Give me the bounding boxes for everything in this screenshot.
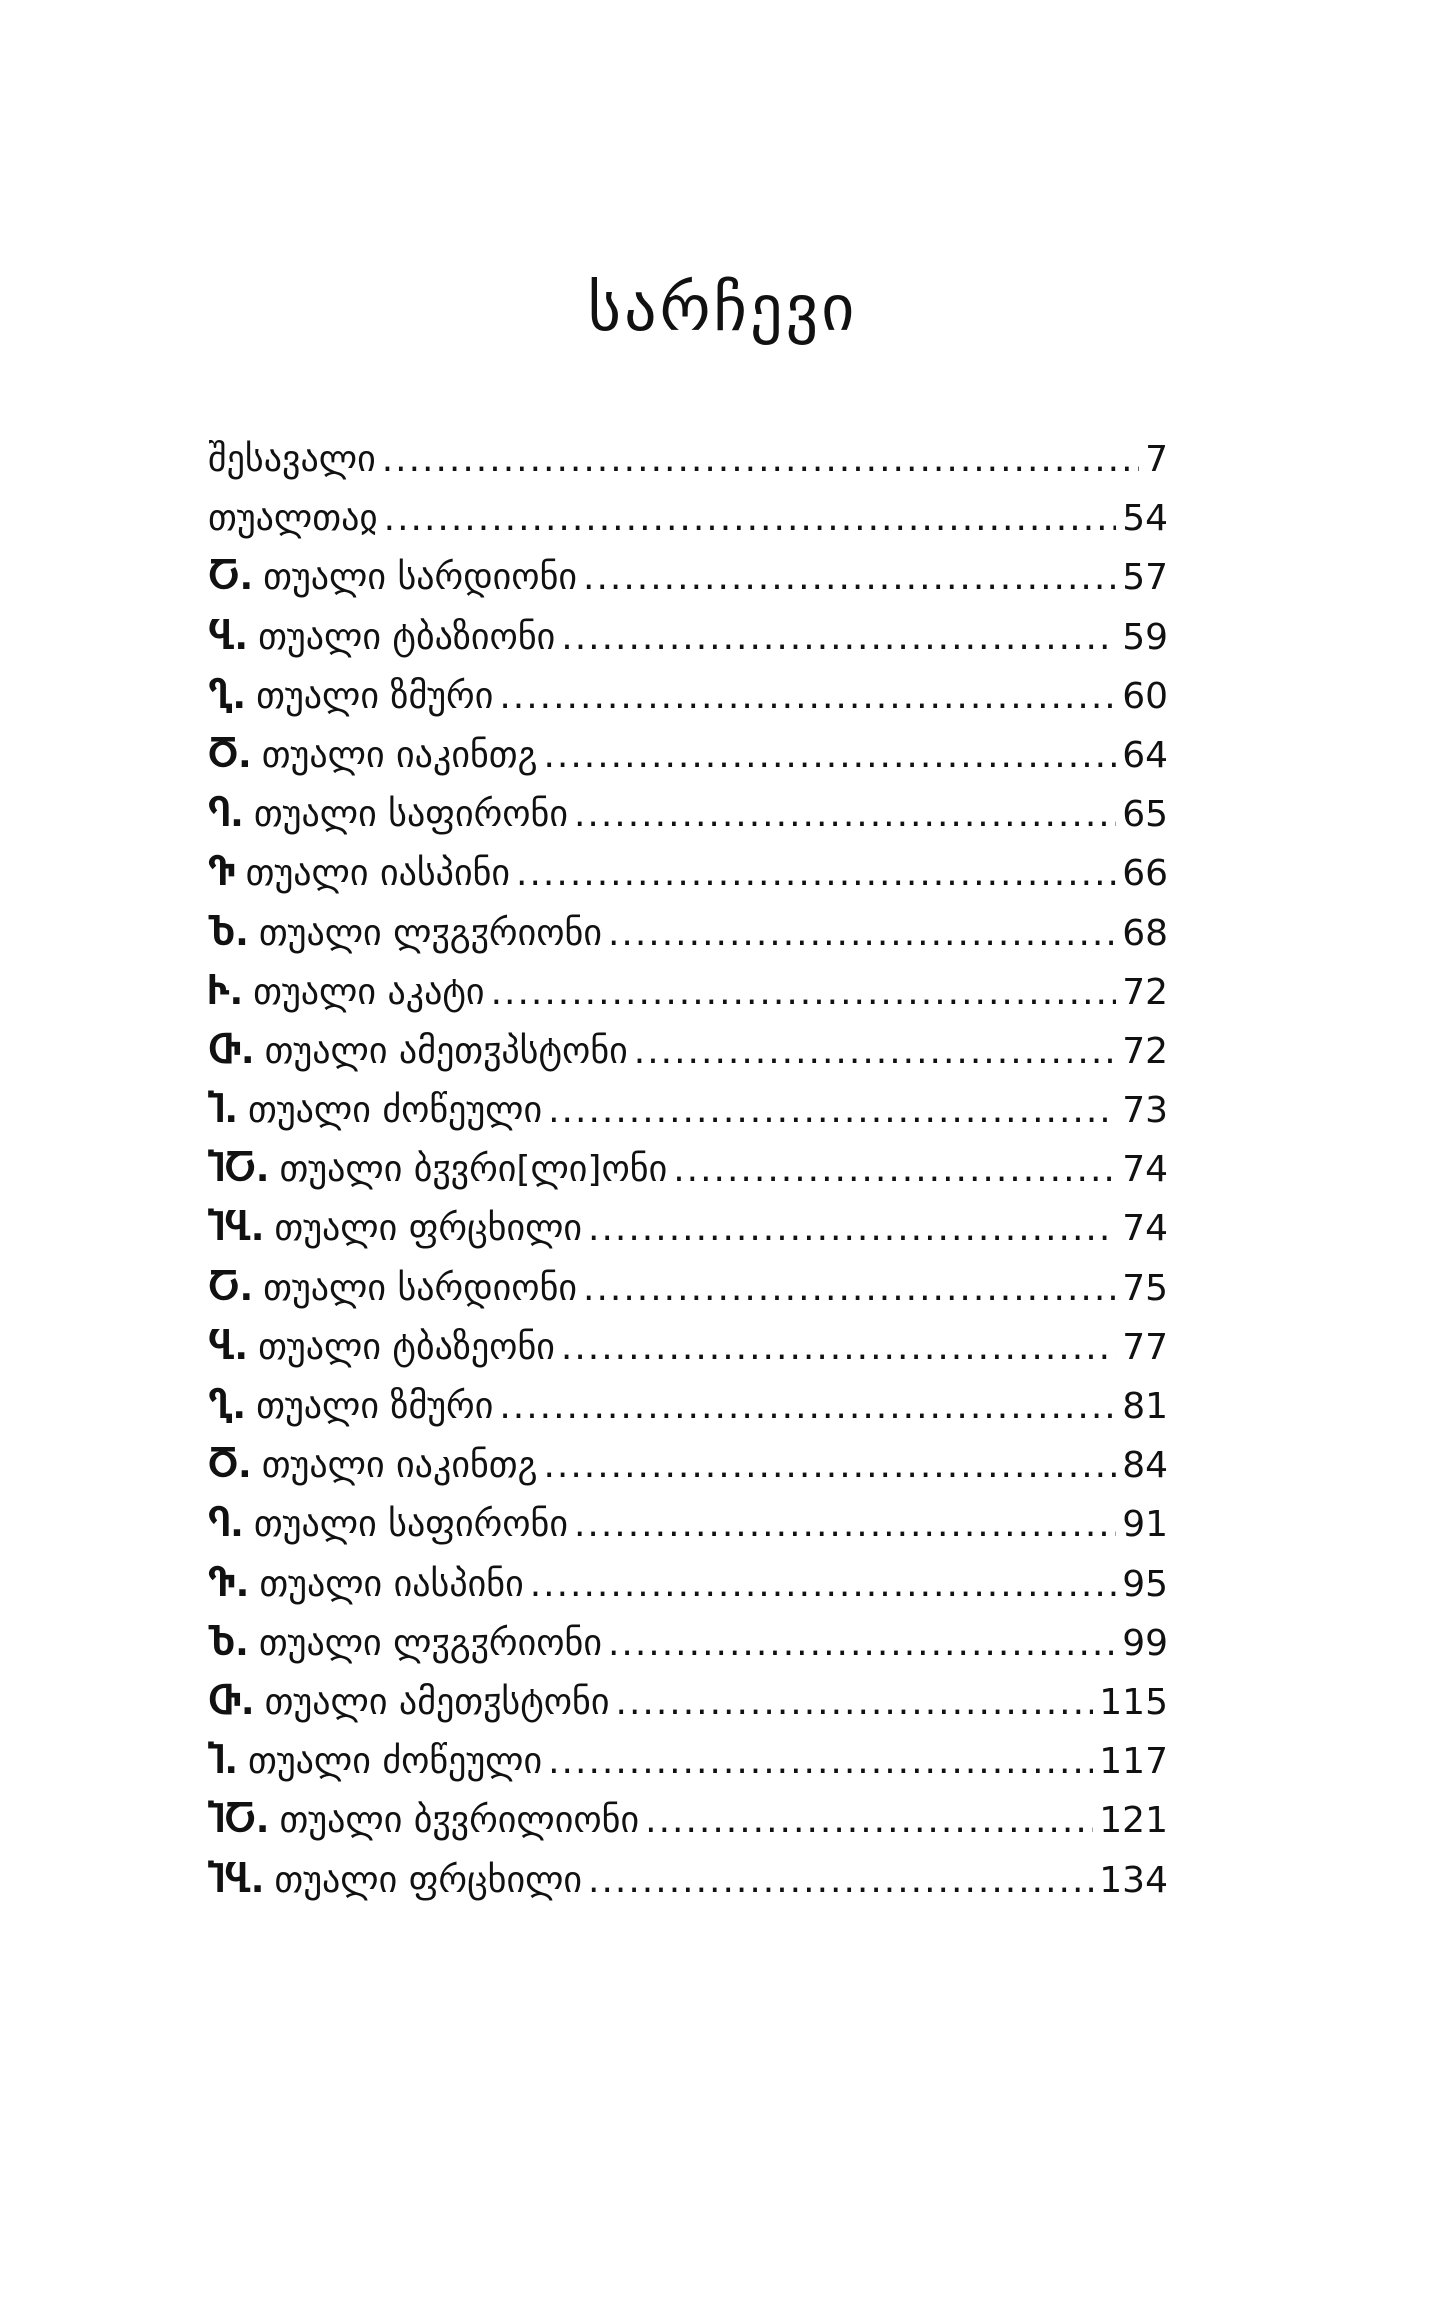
toc-entry-title: თუალი ზმური bbox=[256, 675, 494, 717]
toc-entry-page-number: 68 bbox=[1122, 912, 1168, 954]
toc-entry-page-number: 117 bbox=[1099, 1741, 1168, 1783]
toc-entry-page-number: 7 bbox=[1145, 439, 1168, 480]
toc-entry-page-number: 99 bbox=[1122, 1622, 1168, 1664]
toc-entry-number: Ⴡ. bbox=[208, 971, 244, 1013]
dot-leader bbox=[543, 1436, 1116, 1495]
toc-entry-number: Ⴁ. bbox=[208, 616, 249, 658]
toc-entry-title: თუალი იასპინი bbox=[259, 1563, 524, 1605]
toc-entry-number: Ⴆ. bbox=[208, 912, 249, 954]
toc-entry-number: Ⴀ. bbox=[208, 1267, 254, 1309]
toc-entry-number: Ⴄ. bbox=[208, 794, 244, 836]
toc-entry-title: თუალი ძოწეული bbox=[248, 1741, 543, 1783]
dot-leader bbox=[384, 489, 1117, 548]
toc-entry-number: Ⴀ. bbox=[208, 557, 254, 599]
toc-entry-title: თუალი აკატი bbox=[253, 971, 485, 1013]
dot-leader bbox=[608, 904, 1116, 963]
dot-leader bbox=[548, 1732, 1093, 1791]
toc-entry-number: Ⴆ. bbox=[208, 1622, 249, 1664]
toc-entry bbox=[208, 608, 1168, 667]
toc-entry-title: თუალი საფირონი bbox=[253, 1504, 568, 1546]
toc-entry bbox=[208, 548, 1168, 607]
toc-entry bbox=[208, 1318, 1168, 1377]
dot-leader bbox=[588, 1851, 1093, 1910]
toc-entry bbox=[208, 1199, 1168, 1258]
toc-entry-title: შესავალი bbox=[208, 439, 376, 480]
toc-entry-title: თუალი სარდიონი bbox=[263, 1267, 578, 1309]
toc-entry bbox=[208, 489, 1168, 548]
toc-entry bbox=[208, 1614, 1168, 1673]
page-title: სარჩევი bbox=[587, 271, 858, 346]
dot-leader bbox=[616, 1673, 1094, 1732]
toc-entry-title: თუალი ფრცხილი bbox=[274, 1859, 583, 1901]
toc-entry bbox=[208, 1081, 1168, 1140]
dot-leader bbox=[583, 548, 1116, 607]
toc-entry bbox=[208, 430, 1168, 489]
toc-entry-number: Ⴈ. bbox=[208, 1741, 238, 1783]
toc-entry-page-number: 73 bbox=[1122, 1090, 1168, 1132]
toc-entry bbox=[208, 1495, 1168, 1554]
toc-entry-page-number: 72 bbox=[1122, 1030, 1168, 1072]
toc-entry-title: თუალი იაკინთჷ bbox=[261, 734, 538, 776]
dot-leader bbox=[561, 608, 1116, 667]
toc-entry-page-number: 84 bbox=[1122, 1445, 1168, 1487]
toc-entry-number: Ⴃ. bbox=[208, 734, 252, 776]
toc-entry-title: თუალი ბჳვრილიონი bbox=[279, 1800, 640, 1842]
toc-entry-page-number: 59 bbox=[1122, 616, 1168, 658]
dot-leader bbox=[491, 963, 1117, 1022]
toc-entry-page-number: 72 bbox=[1122, 971, 1168, 1013]
toc-entry-title: თუალი სარდიონი bbox=[263, 557, 578, 599]
dot-leader bbox=[574, 1495, 1116, 1554]
table-of-contents bbox=[208, 430, 1168, 1910]
toc-entry bbox=[208, 1259, 1168, 1318]
toc-entry bbox=[208, 963, 1168, 1022]
toc-entry bbox=[208, 726, 1168, 785]
toc-entry-title: თუალი ძოწეული bbox=[248, 1090, 543, 1132]
toc-entry bbox=[208, 1732, 1168, 1791]
toc-entry-title: თუალი ამეთჳპსტონი bbox=[264, 1030, 628, 1072]
toc-entry-title: თუალი ლჳგჳრიონი bbox=[258, 1622, 602, 1664]
toc-entry bbox=[208, 1851, 1168, 1910]
toc-entry-page-number: 95 bbox=[1122, 1563, 1168, 1605]
toc-entry-page-number: 66 bbox=[1122, 853, 1168, 895]
dot-leader bbox=[543, 726, 1116, 785]
toc-entry-page-number: 81 bbox=[1122, 1386, 1168, 1427]
dot-leader bbox=[382, 430, 1139, 489]
toc-entry bbox=[208, 1140, 1168, 1199]
toc-entry bbox=[208, 1022, 1168, 1081]
toc-entry bbox=[208, 1436, 1168, 1495]
toc-entry bbox=[208, 904, 1168, 963]
toc-entry-page-number: 60 bbox=[1122, 675, 1168, 717]
toc-entry-page-number: 65 bbox=[1122, 794, 1168, 836]
toc-entry-number: Ⴈ. bbox=[208, 1090, 238, 1132]
dot-leader bbox=[634, 1022, 1116, 1081]
toc-entry bbox=[208, 1377, 1168, 1436]
toc-entry-title: თუალი ბჳვრი[ლი]ონი bbox=[279, 1149, 668, 1191]
toc-entry-title: თუალი ამეთჳსტონი bbox=[264, 1681, 610, 1723]
toc-entry-page-number: 57 bbox=[1122, 557, 1168, 599]
toc-entry bbox=[208, 1673, 1168, 1732]
toc-entry bbox=[208, 667, 1168, 726]
toc-entry-title: თუალი იასპინი bbox=[245, 853, 511, 895]
toc-entry bbox=[208, 785, 1168, 844]
toc-entry-number: Ⴁ. bbox=[208, 1326, 249, 1368]
toc-entry-number: ႨႡ. bbox=[208, 1208, 265, 1250]
dot-leader bbox=[588, 1199, 1116, 1258]
toc-entry-number: Ⴅ. bbox=[208, 1563, 250, 1605]
toc-entry-title: თუალი ტბაზეონი bbox=[258, 1326, 555, 1368]
toc-entry bbox=[208, 1555, 1168, 1614]
toc-entry-title: თუალი ფრცხილი bbox=[274, 1208, 583, 1250]
dot-leader bbox=[530, 1555, 1116, 1614]
toc-entry-title: თუალი იაკინთჷ bbox=[261, 1445, 538, 1487]
toc-entry-number: Ⴂ. bbox=[208, 675, 247, 717]
toc-entry-page-number: 74 bbox=[1122, 1149, 1168, 1191]
dot-leader bbox=[499, 1377, 1116, 1436]
toc-entry-number: Ⴄ. bbox=[208, 1504, 244, 1546]
toc-entry-title: თუალი ზმური bbox=[256, 1386, 494, 1427]
dot-leader bbox=[608, 1614, 1116, 1673]
toc-entry-page-number: 54 bbox=[1122, 498, 1168, 540]
toc-entry-page-number: 121 bbox=[1099, 1800, 1168, 1842]
toc-entry-title: თუალთაჲ bbox=[208, 498, 378, 540]
toc-entry-title: თუალი ლჳგჳრიონი bbox=[258, 912, 602, 954]
dot-leader bbox=[561, 1318, 1116, 1377]
toc-entry-number: Ⴇ. bbox=[208, 1681, 255, 1723]
toc-entry-number: ႨႡ. bbox=[208, 1859, 265, 1901]
toc-entry-page-number: 134 bbox=[1099, 1859, 1168, 1901]
toc-entry-page-number: 91 bbox=[1122, 1504, 1168, 1546]
dot-leader bbox=[516, 844, 1116, 903]
toc-entry-title: თუალი საფირონი bbox=[253, 794, 568, 836]
dot-leader bbox=[499, 667, 1116, 726]
toc-entry-page-number: 74 bbox=[1122, 1208, 1168, 1250]
toc-entry-page-number: 115 bbox=[1099, 1681, 1168, 1723]
toc-entry-number: ႨႠ. bbox=[208, 1800, 270, 1842]
dot-leader bbox=[574, 785, 1116, 844]
toc-entry-number: ႨႠ. bbox=[208, 1149, 270, 1191]
toc-entry-number: Ⴅ bbox=[208, 853, 236, 895]
toc-entry-page-number: 75 bbox=[1122, 1267, 1168, 1309]
toc-entry-page-number: 77 bbox=[1122, 1326, 1168, 1368]
toc-entry bbox=[208, 1791, 1168, 1850]
toc-entry-number: Ⴂ. bbox=[208, 1386, 247, 1427]
toc-entry-number: Ⴇ. bbox=[208, 1030, 255, 1072]
toc-entry-page-number: 64 bbox=[1122, 734, 1168, 776]
toc-entry-number: Ⴃ. bbox=[208, 1445, 252, 1487]
dot-leader bbox=[645, 1791, 1093, 1850]
dot-leader bbox=[583, 1259, 1116, 1318]
dot-leader bbox=[548, 1081, 1116, 1140]
toc-entry-title: თუალი ტბაზიონი bbox=[258, 616, 556, 658]
dot-leader bbox=[673, 1140, 1116, 1199]
toc-entry bbox=[208, 844, 1168, 903]
